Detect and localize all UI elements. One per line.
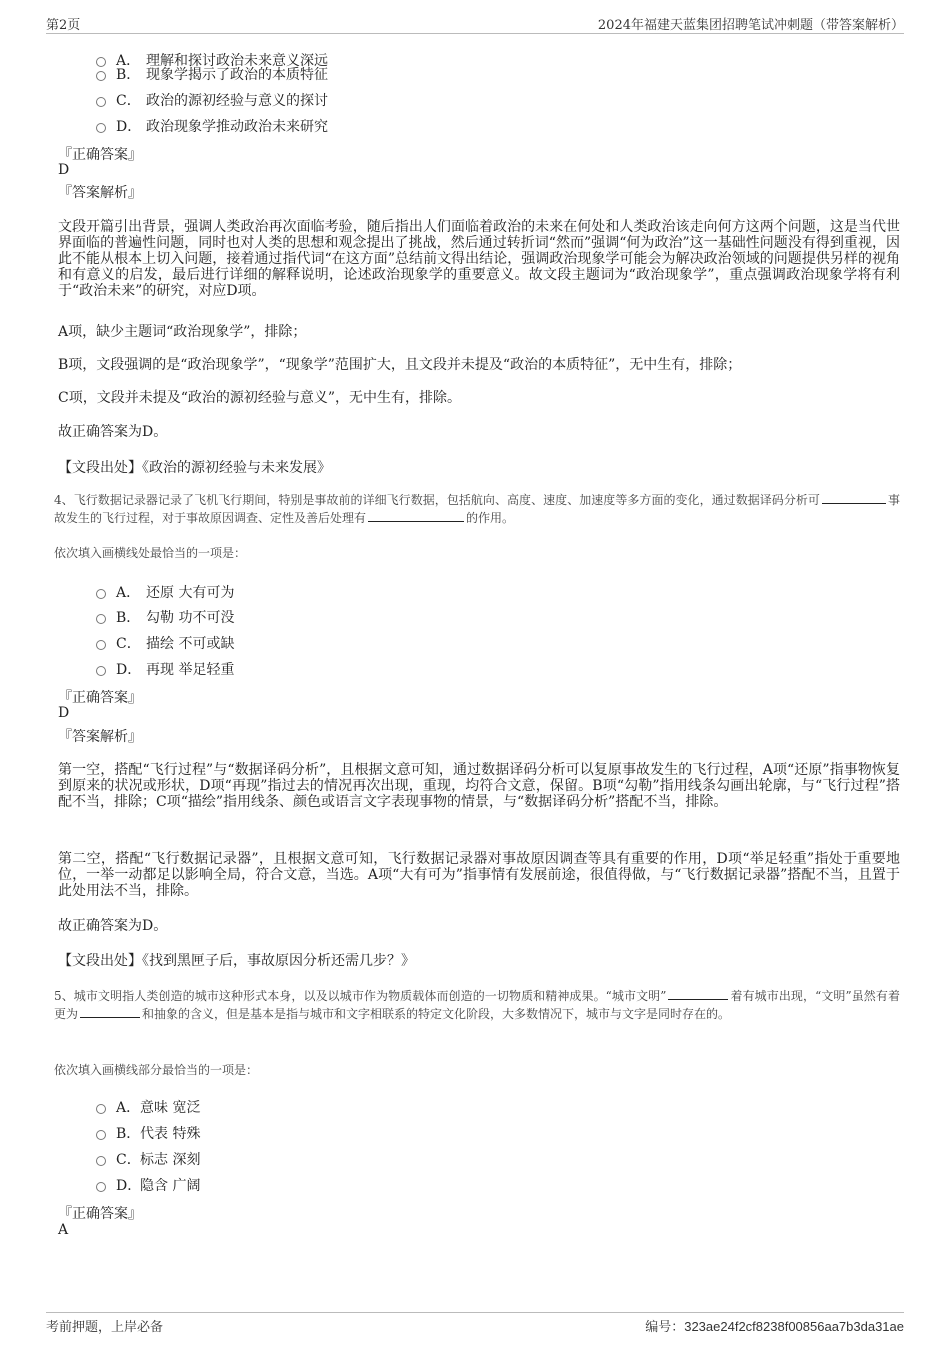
q4-conclusion: 故正确答案为D。 bbox=[58, 918, 168, 934]
footer-divider bbox=[46, 1312, 904, 1313]
q3-analysis-c: C项，文段并未提及“政治的源初经验与意义”，无中生有，排除。 bbox=[58, 390, 462, 406]
q3-answer-label: 『正确答案』 bbox=[58, 147, 142, 163]
blank-line bbox=[368, 509, 464, 522]
q3-option-b[interactable]: B． 现象学揭示了政治的本质特征 bbox=[96, 64, 328, 84]
q5-option-d[interactable]: D． 隐含 广阔 bbox=[96, 1175, 200, 1195]
radio-icon[interactable] bbox=[96, 1156, 106, 1166]
radio-icon[interactable] bbox=[96, 640, 106, 650]
q4-analysis-second: 第二空，搭配“飞行数据记录器”，且根据文意可知，飞行数据记录器对事故原因调查等具有重要的作用，D项“举足轻重”指处于重要地位，一举一动都足以影响全局，符合文意，当选。A项“大有可为”指事情有发展前途，很值得做，与“飞行数据记录器”搭配不当，且置于此处用法不当，排除。 bbox=[58, 851, 900, 899]
q4-instruction: 依次填入画横线处最恰当的一项是： bbox=[54, 546, 247, 560]
q4-stem: 4、飞行数据记录器记录了飞机飞行期间，特别是事故前的详细飞行数据，包括航向、高度、速度、加速度等多方面的变化，通过数据译码分析可 事故发生的飞行过程，对于事故原因调查、定性及善后处理有 的作用。 bbox=[54, 493, 900, 525]
q4-option-d[interactable]: D． 再现 举足轻重 bbox=[96, 659, 234, 679]
q3-analysis-label: 『答案解析』 bbox=[58, 185, 142, 201]
blank-line bbox=[80, 1005, 140, 1018]
q4-answer: D bbox=[58, 705, 70, 721]
q3-source: 【文段出处】《政治的源初经验与未来发展》 bbox=[58, 460, 331, 476]
q4-option-c[interactable]: C． 描绘 不可或缺 bbox=[96, 633, 234, 653]
q5-answer: A bbox=[58, 1222, 69, 1238]
q3-conclusion: 故正确答案为D。 bbox=[58, 424, 168, 440]
q4-analysis-first: 第一空，搭配“飞行过程”与“数据译码分析”，且根据文意可知，通过数据译码分析可以复原事故发生的飞行过程，A项“还原”指事物恢复到原来的状况或形状，D项“再现”指过去的情况再次出现，重现，均符合文意，保留。B项“勾勒”指用线条勾画出轮廓，与“飞行过程”搭配不当，排除；C项“描绘”指用线条、颜色或语言文字表现事物的情景，与“数据译码分析”搭配不当，排除。 bbox=[58, 762, 900, 810]
q5-option-c[interactable]: C． 标志 深刻 bbox=[96, 1149, 200, 1169]
blank-line bbox=[822, 491, 886, 504]
q3-analysis-paragraph: 文段开篇引出背景，强调人类政治再次面临考验，随后指出人们面临着政治的未来在何处和人类政治该走向何方这两个问题，这是当代世界面临的普遍性问题，同时也对人类的思想和观念提出了挑战，然后通过转折词“然而”强调“何为政治”这一基础性问题没有得到重视，因此不能从根本上切入问题，接着通过指代词“在这方面”总结前文得出结论，强调政治现象学可能会为解决政治领域的问题提供另样的视角和有意义的启发，最后进行详细的解释说明，论述政治现象学的重要意义。故文段主题词为“政治现象学”，重点强调政治现象学将有利于“政治未来”的研究，对应D项。 bbox=[58, 219, 900, 299]
radio-icon[interactable] bbox=[96, 97, 106, 107]
q5-option-a[interactable]: A． 意味 宽泛 bbox=[96, 1097, 200, 1117]
q4-answer-label: 『正确答案』 bbox=[58, 690, 142, 706]
q3-option-d[interactable]: D． 政治现象学推动政治未来研究 bbox=[96, 116, 328, 136]
radio-icon[interactable] bbox=[96, 614, 106, 624]
q3-analysis-b: B项，文段强调的是“政治现象学”，“现象学”范围扩大，且文段并未提及“政治的本质特征”，无中生有，排除； bbox=[58, 357, 742, 373]
document-title: 2024年福建天蓝集团招聘笔试冲刺题（带答案解析） bbox=[597, 18, 904, 33]
radio-icon[interactable] bbox=[96, 1104, 106, 1114]
footer-slogan: 考前押题，上岸必备 bbox=[46, 1320, 164, 1335]
radio-icon[interactable] bbox=[96, 1182, 106, 1192]
radio-icon[interactable] bbox=[96, 1130, 106, 1140]
q3-option-c[interactable]: C． 政治的源初经验与意义的探讨 bbox=[96, 90, 328, 110]
q3-answer: D bbox=[58, 162, 70, 178]
q5-instruction: 依次填入画横线部分最恰当的一项是： bbox=[54, 1063, 259, 1077]
q4-source: 【文段出处】《找到黑匣子后，事故原因分析还需几步？》 bbox=[58, 953, 415, 969]
header-divider bbox=[46, 33, 904, 34]
q3-option-a[interactable]: A． 理解和探讨政治未来意义深远 bbox=[96, 50, 328, 70]
q5-answer-label: 『正确答案』 bbox=[58, 1206, 142, 1222]
q5-option-b[interactable]: B． 代表 特殊 bbox=[96, 1123, 200, 1143]
q4-option-b[interactable]: B． 勾勒 功不可没 bbox=[96, 607, 234, 627]
radio-icon[interactable] bbox=[96, 666, 106, 676]
radio-icon[interactable] bbox=[96, 71, 106, 81]
q4-option-a[interactable]: A． 还原 大有可为 bbox=[96, 582, 234, 602]
blank-line bbox=[668, 987, 728, 1000]
radio-icon[interactable] bbox=[96, 123, 106, 133]
q3-analysis-a: A项，缺少主题词“政治现象学”，排除； bbox=[58, 324, 307, 340]
page-number: 第2页 bbox=[46, 18, 81, 33]
radio-icon[interactable] bbox=[96, 589, 106, 599]
q4-analysis-label: 『答案解析』 bbox=[58, 729, 142, 745]
footer-serial: 编号：323ae24f2cf8238f00856aa7b3da31ae bbox=[645, 1319, 904, 1334]
q5-stem: 5、城市文明指人类创造的城市这种形式本身，以及以城市作为物质载体而创造的一切物质和精神成果。“城市文明” 着有城市出现，“文明”虽然有着更为 和抽象的含义，但是基本是指与城市和文字相联系的特定文化阶段，大多数情况下，城市与文字是同时存在的。 bbox=[54, 989, 900, 1021]
